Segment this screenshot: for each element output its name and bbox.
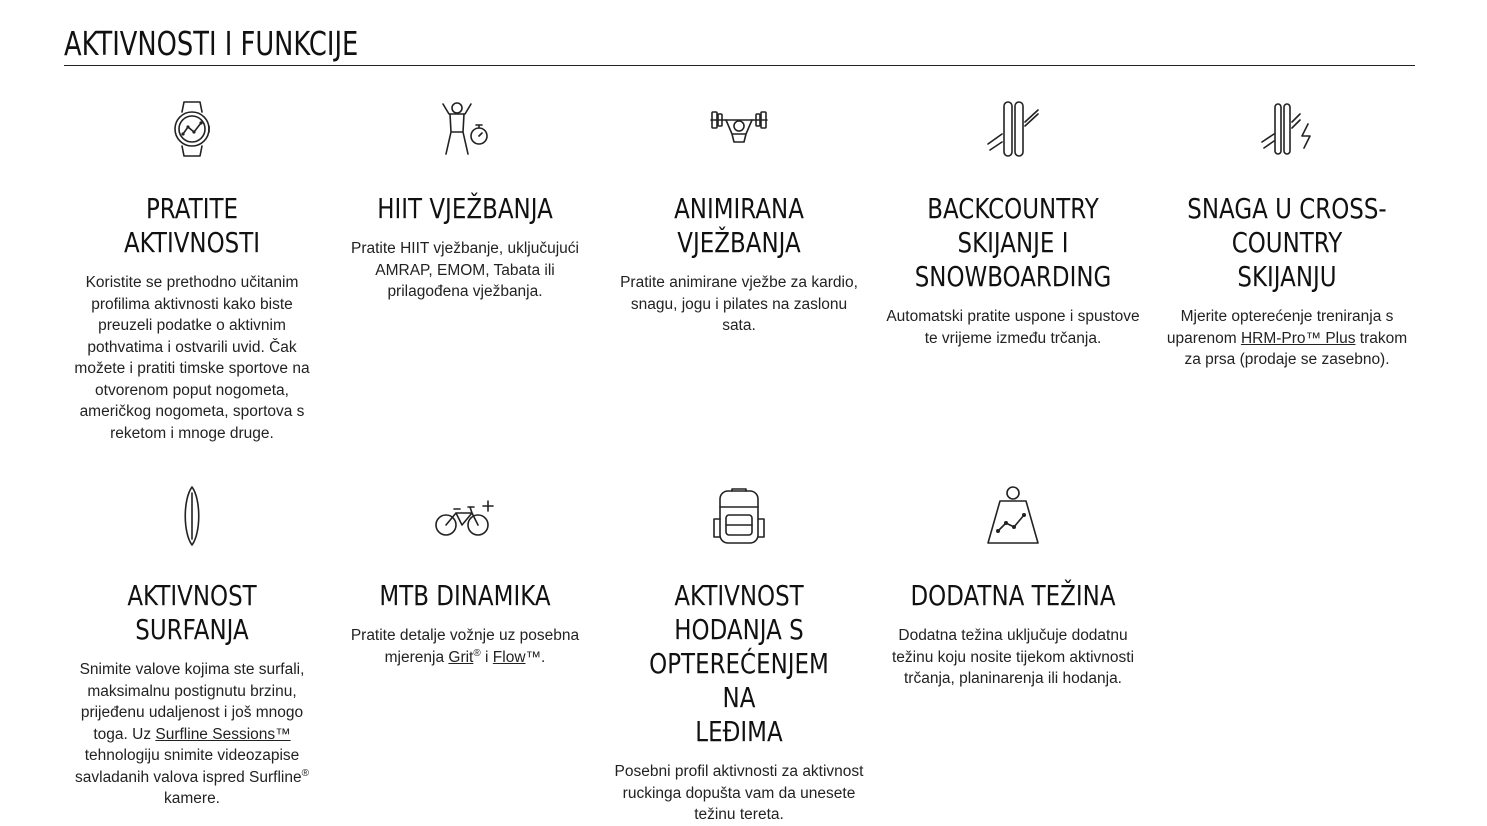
card-description: Pratite animirane vježbe za kardio, snagu, jogu i pilates na zaslonu sata. <box>620 274 858 334</box>
text-segment: i <box>480 648 493 666</box>
card-description: Pratite HIIT vježbanje, uključujući AMRAP, EMOM, Tabata ili prilagođena vježbanja. <box>350 240 579 300</box>
text-segment: trakom za prsa (prodaje se zasebno). <box>1184 329 1408 368</box>
card-title: DODATNA TEŽINA <box>910 579 1116 612</box>
card-title: ANIMIRANA VJEŽBANJA <box>674 192 804 259</box>
title-divider <box>64 65 1415 66</box>
card-track-activities <box>62 97 322 444</box>
text-segment: kamere. <box>164 790 220 807</box>
card-backcountry <box>883 97 1143 349</box>
card-rucking <box>609 484 869 826</box>
section-title: AKTIVNOSTI I FUNKCIJE <box>64 24 359 63</box>
card-title: PRATITE AKTIVNOSTI <box>123 192 261 259</box>
card-title: AKTIVNOST SURFANJA <box>127 579 257 646</box>
card-description <box>65 659 319 810</box>
card-title: HIIT VJEŽBANJA <box>377 192 553 225</box>
text-segment: Snimite valove kojima ste surfali, maksimalnu postignutu brzinu, prijeđenu udaljenost i još mnogo toga. Uz <box>79 661 305 743</box>
backpack-icon <box>609 484 869 548</box>
weightlifter-barbell-icon <box>609 97 869 161</box>
smartwatch-activity-icon <box>62 97 322 161</box>
card-description: Dodatna težina uključuje dodatnu težinu koju nosite tijekom aktivnosti trčanja, planinarenja ili hodanja. <box>891 627 1135 687</box>
text-segment: Mjerite opterećenje treniranja s uparenom <box>1166 308 1394 347</box>
hrm-pro-plus-link[interactable]: HRM-Pro™ Plus <box>1240 329 1356 347</box>
surfboard-icon <box>62 484 322 548</box>
card-description <box>338 625 592 668</box>
backcountry-skis-icon <box>883 97 1143 161</box>
text-segment: tehnologiju snimite videozapise savladanih valova ispred Surfline <box>75 747 302 786</box>
registered-mark: ® <box>301 767 309 779</box>
card-description: Koristite se prethodno učitanim profilima aktivnosti kako biste preuzeli podatke o aktivnim pothvatima i ostvarili uvid. Čak možete i pratiti timske sportove na otvorenom poput nogometa, američkog nogometa, sportova s reketom i mnoge druge. <box>74 274 310 442</box>
text-segment: Pratite detalje vožnje uz posebna mjerenja <box>350 627 580 666</box>
hiit-person-stopwatch-icon <box>335 97 595 161</box>
card-surfing <box>62 484 322 810</box>
card-title: MTB DINAMIKA <box>379 579 551 612</box>
surfline-sessions-link[interactable]: Surfline Sessions™ <box>155 725 291 743</box>
mountain-bike-plus-icon <box>335 484 595 548</box>
text-segment: ™. <box>525 648 546 666</box>
card-animated-workouts <box>609 97 869 337</box>
flow-link[interactable]: Flow <box>492 648 526 666</box>
card-title: SNAGA U CROSS- COUNTRY SKIJANJU <box>1187 192 1387 293</box>
grit-link[interactable]: Grit <box>448 648 474 666</box>
card-title: AKTIVNOST HODANJA S OPTEREĆENJEM NA LEĐIMA <box>649 579 829 748</box>
card-mtb-dynamics <box>335 484 595 668</box>
card-description: Automatski pratite uspone i spustove te vrijeme između trčanja. <box>886 308 1140 347</box>
registered-mark: ® <box>473 647 481 659</box>
weight-graph-icon <box>883 484 1143 548</box>
card-title: BACKCOUNTRY SKIJANJE I SNOWBOARDING <box>914 192 1112 293</box>
card-xc-ski-strength <box>1157 97 1417 371</box>
card-description: Posebni profil aktivnosti za aktivnost ruckinga dopušta vam da unesete težinu tereta. <box>614 763 864 823</box>
cross-country-skis-bolt-icon <box>1157 97 1417 161</box>
card-description <box>1160 306 1414 371</box>
card-hiit <box>335 97 595 303</box>
card-extra-weight <box>883 484 1143 690</box>
